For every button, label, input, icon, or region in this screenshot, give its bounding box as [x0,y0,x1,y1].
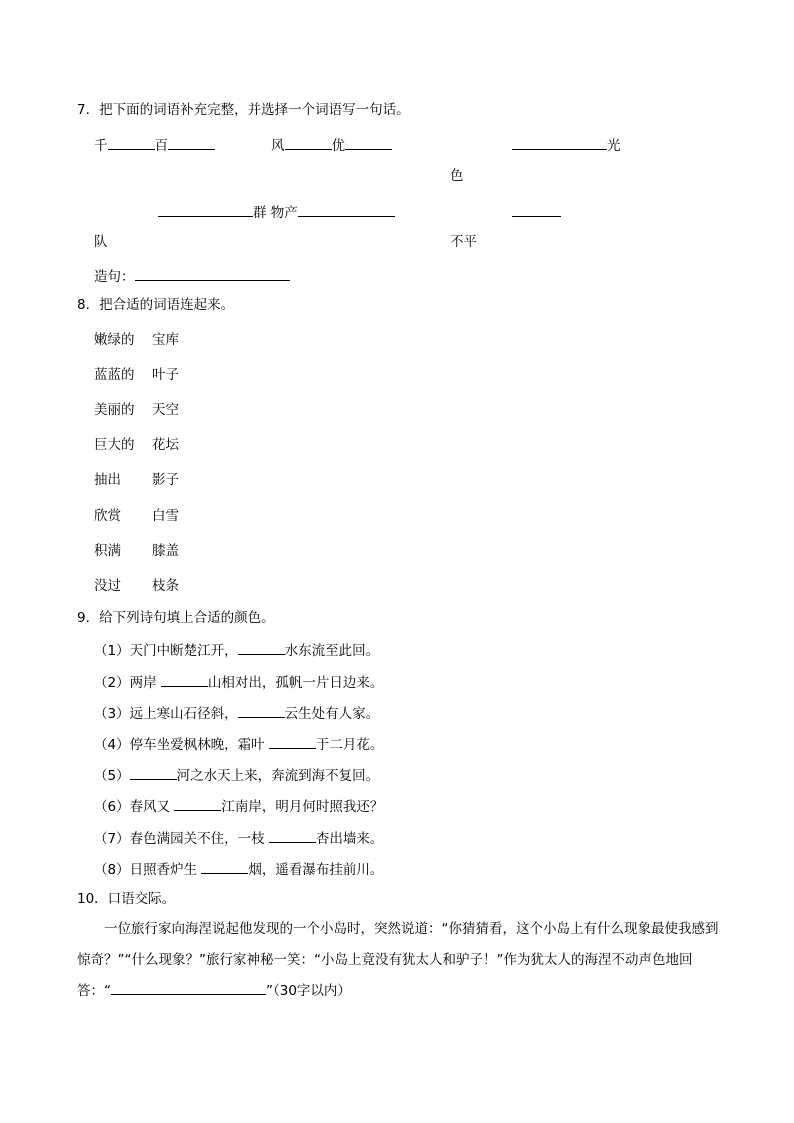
q8-right-4: 花坛 [152,437,179,453]
q9-blank[interactable] [238,640,285,655]
q9-blank[interactable] [174,796,221,811]
q9-item-1 [94,640,379,660]
q9-title: 9．给下列诗句填上合适的颜色。 [77,610,275,626]
q9-item-text: （3）远上寒山石径斜， [94,706,238,722]
q8-left-3: 美丽的 [94,402,135,418]
q7-blank[interactable] [345,135,392,150]
q7-blank[interactable] [158,202,253,217]
q9-item-2 [94,672,383,692]
q9-blank[interactable] [201,859,248,874]
q8-right-8: 枝条 [152,578,179,594]
q10-answer-blank[interactable] [111,980,266,995]
q7-row1 [94,135,215,155]
q9-item-text: 于二月花。 [315,737,384,753]
q9-blank[interactable] [269,828,316,843]
q7-sentence [94,266,290,286]
q8-right-5: 影子 [152,472,179,488]
q9-item-6 [94,796,383,816]
q9-item-text: 烟，遥看瀑布挂前川。 [248,862,384,878]
q9-blank[interactable] [161,672,208,687]
q8-left-7: 积满 [94,543,121,559]
q8-left-8: 没过 [94,578,121,594]
q7-word-feng: 风 [271,138,285,154]
q8-left-4: 巨大的 [94,437,135,453]
q7-row1c [512,135,621,155]
q7-row1b [271,135,392,155]
q7-blank[interactable] [168,135,215,150]
q7-sentence-label: 造句： [94,269,135,285]
q8-left-1: 嫩绿的 [94,332,135,348]
q10-title: 10．口语交际。 [77,891,176,907]
q8-left-2: 蓝蓝的 [94,367,135,383]
q7-blank[interactable] [512,135,607,150]
q9-item-8 [94,859,383,879]
q8-right-2: 叶子 [152,367,179,383]
q7-blank[interactable] [285,135,332,150]
q9-item-5 [94,765,379,785]
q8-left-5: 抽出 [94,472,121,488]
q7-word-qun-wuchan: 群 物产 [253,205,298,221]
q9-item-text: 河之水天上来，奔流到海不复回。 [176,768,380,784]
q7-row3 [158,202,395,222]
q10-passage [77,914,725,1007]
q9-blank[interactable] [238,703,285,718]
q9-item-text: （6）春风又 [94,799,175,815]
q9-item-4 [94,734,383,754]
q8-title: 8．把合适的词语连起来。 [77,297,235,313]
q7-word-guang: 光 [607,138,621,154]
q9-item-7 [94,828,383,848]
q8-right-7: 膝盖 [152,543,179,559]
q9-item-text: （7）春色满园关不住，一枝 [94,831,269,847]
q9-item-text: 江南岸，明月何时照我还？ [221,799,384,815]
q7-row3b [512,202,561,222]
q9-item-text: （8）日照香炉生 [94,862,202,878]
q7-word-qian: 千 [94,138,108,154]
q7-word-bai: 百 [154,138,168,154]
q7-word-buping: 不平 [450,234,477,250]
q9-item-3 [94,703,379,723]
q9-item-text: 杏出墙来。 [315,831,384,847]
q10-tail: ”（30字以内） [266,983,351,999]
q9-item-text: （4）停车坐爱枫林晚，霜叶 [94,737,269,753]
q9-item-text: （2）两岸 [94,675,161,691]
q9-item-text: （1）天门中断楚江开， [94,643,238,659]
q8-right-3: 天空 [152,402,179,418]
q7-blank[interactable] [298,202,395,217]
q7-sentence-blank[interactable] [135,266,290,281]
q10-text: 一位旅行家向海涅说起他发现的一个小岛时，突然说道：“你猜猜看，这个小岛上有什么现象最使我感到惊奇？”“什么现象？”旅行家神秘一笑：“小岛上竟没有犹太人和驴子！”作为犹太人的海涅不动声色地回答：“ [77,921,719,999]
q9-blank[interactable] [130,765,177,780]
q7-word-you: 优 [331,138,345,154]
q9-item-text: 山相对出，孤帆一片日边来。 [207,675,384,691]
q7-word-se: 色 [450,168,464,184]
q9-item-text: 云生处有人家。 [284,706,380,722]
q8-right-6: 白雪 [152,508,179,524]
q7-blank[interactable] [512,202,561,217]
q9-item-text: （5） [94,768,130,784]
q9-item-text: 水东流至此回。 [284,643,380,659]
q9-blank[interactable] [269,734,316,749]
q7-word-dui: 队 [94,234,108,250]
q8-right-1: 宝库 [152,332,179,348]
q8-left-6: 欣赏 [94,508,121,524]
q7-title: 7．把下面的词语补充完整，并选择一个词语写一句话。 [77,102,410,118]
q7-blank[interactable] [108,135,155,150]
